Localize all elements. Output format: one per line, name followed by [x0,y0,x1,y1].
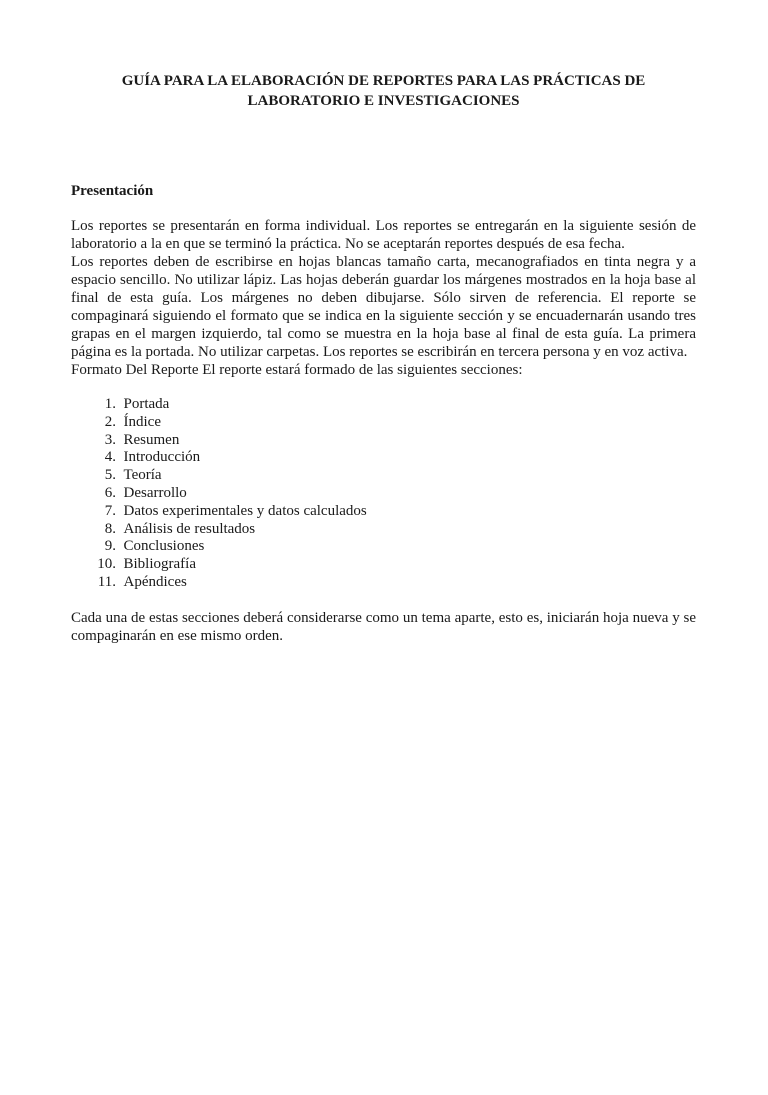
list-item: 4. Introducción [104,449,201,466]
document-page [0,71,768,1095]
report-sections-list [71,396,696,592]
list-item: 11. Apéndices [97,573,187,590]
list-item: 8. Análisis de resultados [104,520,256,537]
title-line-1: GUÍA PARA LA ELABORACIÓN DE REPORTES PARA LAS PRÁCTICAS DE [121,73,646,89]
list-item: 9. Conclusiones [104,538,205,555]
body-paragraphs [71,217,696,379]
list-item: 10. Bibliografía [97,556,196,573]
list-item: 1. Portada [104,396,170,412]
paragraph: Formato Del Reporte El reporte estará formado de las siguientes secciones: [71,362,523,378]
title-line-2: LABORATORIO E INVESTIGACIONES [247,93,520,109]
list-item: 6. Desarrollo [104,484,187,501]
list-item: 5. Teoría [104,467,162,484]
list-item: 7. Datos experimentales y datos calculados [104,502,367,519]
list-item: 2. Índice [104,413,161,430]
list-item: 3. Resumen [104,431,180,448]
document-title [71,71,696,111]
section-heading-presentacion: Presentación [71,183,154,199]
paragraph: Los reportes deben de escribirse en hojas blancas tamaño carta, mecanografiados en tinta negra y a espacio sencillo. No utilizar lápiz. Las hojas deberán guardar los márgenes mostrados en la hoja base al final de esta guía. Los márgenes no deben dibujarse. Sólo sirven de referencia. El reporte se compaginará siguiendo el formato que se indica en la siguiente sección y se encuadernarán usando tres grapas en el margen izquierdo, tal como se muestra en la hoja base al final de esta guía. La primera página es la portada. No utilizar carpetas. Los reportes se escribirán en tercera persona y en voz activa. [71,254,696,360]
closing-paragraph: Cada una de estas secciones deberá considerarse como un tema aparte, esto es, iniciarán hoja nueva y se compaginarán en ese mismo orden. [71,609,696,644]
paragraph: Los reportes se presentarán en forma individual. Los reportes se entregarán en la siguiente sesión de laboratorio a la en que se terminó la práctica. No se aceptarán reportes después de esa fecha. [71,218,696,252]
